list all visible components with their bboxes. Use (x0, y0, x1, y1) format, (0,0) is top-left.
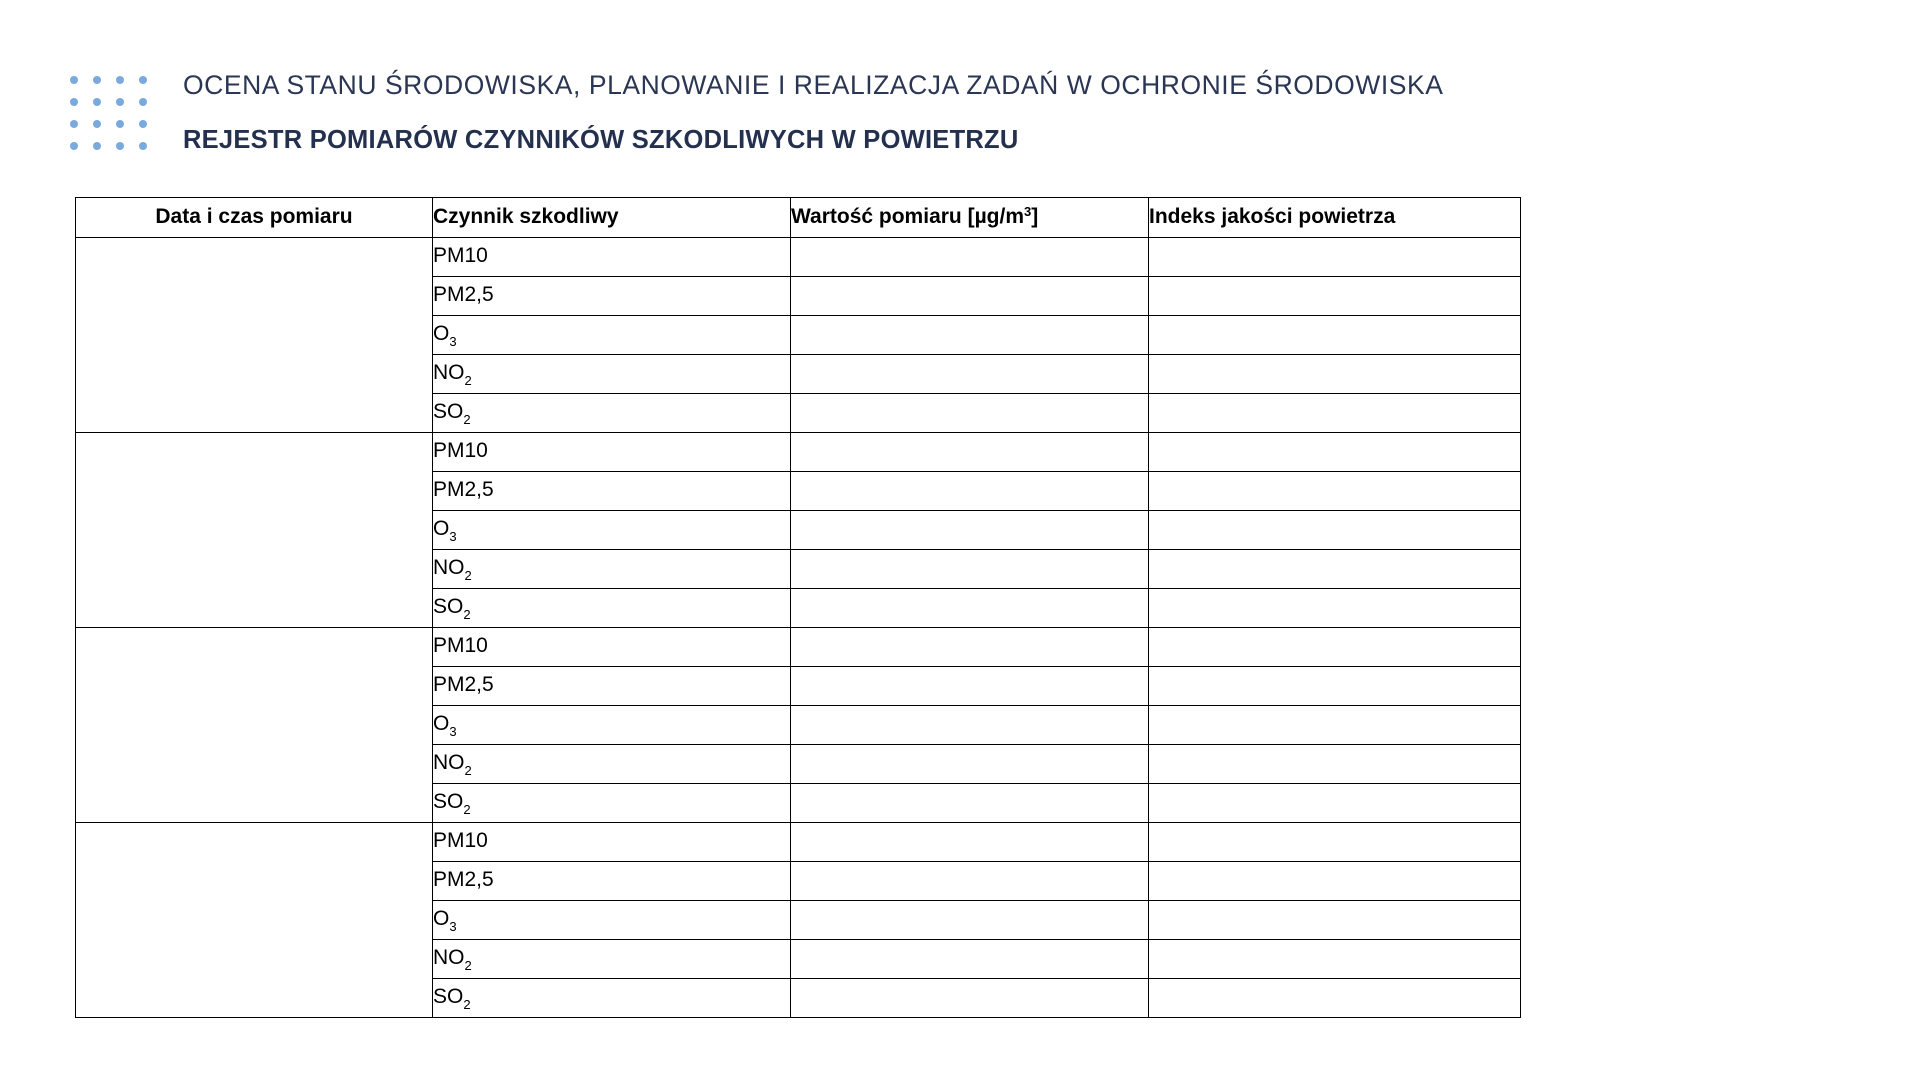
factor-name: NO (433, 751, 465, 774)
cell-measurement-value[interactable] (791, 238, 1149, 277)
cell-air-quality-index[interactable] (1149, 979, 1521, 1018)
column-header-index (1149, 198, 1521, 238)
cell-air-quality-index[interactable] (1149, 706, 1521, 745)
cell-measurement-value[interactable] (791, 706, 1149, 745)
cell-harmful-factor (433, 745, 791, 784)
factor-subscript: 2 (464, 958, 472, 973)
factor-name: PM10 (433, 439, 488, 462)
factor-name: PM2,5 (433, 673, 494, 696)
table-body (76, 238, 1521, 1018)
table-row (76, 628, 1521, 667)
factor-name: NO (433, 946, 465, 969)
cell-measurement-value[interactable] (791, 433, 1149, 472)
factor-subscript: 2 (464, 373, 472, 388)
dot-grid-icon (70, 76, 162, 164)
cell-measurement-value[interactable] (791, 550, 1149, 589)
cell-air-quality-index[interactable] (1149, 940, 1521, 979)
cell-measurement-value[interactable] (791, 823, 1149, 862)
air-pollutant-register-table (75, 197, 1521, 1018)
cell-harmful-factor (433, 940, 791, 979)
cell-measurement-datetime[interactable] (76, 823, 433, 1018)
factor-name: SO (433, 985, 464, 1008)
cell-air-quality-index[interactable] (1149, 394, 1521, 433)
factor-name: PM2,5 (433, 283, 494, 306)
cell-harmful-factor (433, 238, 791, 277)
factor-name: SO (433, 790, 464, 813)
dot (93, 142, 116, 164)
factor-subscript: 3 (449, 529, 457, 544)
column-header-factor-label: Czynnik szkodliwy (433, 205, 619, 228)
cell-harmful-factor (433, 355, 791, 394)
dot (139, 142, 162, 164)
factor-subscript: 3 (449, 919, 457, 934)
cell-air-quality-index[interactable] (1149, 667, 1521, 706)
column-header-date (76, 198, 433, 238)
factor-subscript: 2 (463, 607, 471, 622)
table-header-row (76, 198, 1521, 238)
cell-air-quality-index[interactable] (1149, 745, 1521, 784)
factor-name: O (433, 517, 450, 540)
column-header-index-label: Indeks jakości powietrza (1149, 205, 1396, 228)
table-row (76, 433, 1521, 472)
cell-measurement-value[interactable] (791, 628, 1149, 667)
table-row (76, 823, 1521, 862)
factor-name: O (433, 712, 450, 735)
dot (93, 76, 116, 98)
cell-measurement-value[interactable] (791, 277, 1149, 316)
cell-air-quality-index[interactable] (1149, 238, 1521, 277)
dot (116, 142, 139, 164)
factor-name: PM10 (433, 634, 488, 657)
factor-subscript: 2 (463, 412, 471, 427)
factor-name: PM2,5 (433, 868, 494, 891)
dot (116, 98, 139, 120)
column-header-value (791, 198, 1149, 238)
factor-subscript: 2 (463, 997, 471, 1012)
document-category-title: OCENA STANU ŚRODOWISKA, PLANOWANIE I REALIZACJA ZADAŃ W OCHRONIE ŚRODOWISKA (183, 70, 1444, 100)
dot (116, 120, 139, 142)
cell-air-quality-index[interactable] (1149, 784, 1521, 823)
column-header-value-suffix: ] (1031, 205, 1039, 228)
cell-measurement-value[interactable] (791, 667, 1149, 706)
cell-measurement-value[interactable] (791, 745, 1149, 784)
cell-harmful-factor (433, 511, 791, 550)
factor-name: PM10 (433, 829, 488, 852)
cell-harmful-factor (433, 550, 791, 589)
column-header-factor (433, 198, 791, 238)
cell-measurement-datetime[interactable] (76, 433, 433, 628)
cell-harmful-factor (433, 823, 791, 862)
factor-subscript: 2 (464, 763, 472, 778)
cell-harmful-factor (433, 472, 791, 511)
cell-measurement-value[interactable] (791, 394, 1149, 433)
cell-air-quality-index[interactable] (1149, 277, 1521, 316)
cell-harmful-factor (433, 979, 791, 1018)
cell-harmful-factor (433, 628, 791, 667)
dot (139, 98, 162, 120)
cell-measurement-value[interactable] (791, 862, 1149, 901)
dot (70, 98, 93, 120)
dot (116, 76, 139, 98)
cell-harmful-factor (433, 433, 791, 472)
cell-harmful-factor (433, 589, 791, 628)
cell-measurement-value[interactable] (791, 589, 1149, 628)
cell-measurement-value[interactable] (791, 901, 1149, 940)
factor-name: PM2,5 (433, 478, 494, 501)
factor-name: PM10 (433, 244, 488, 267)
cell-measurement-value[interactable] (791, 784, 1149, 823)
cell-air-quality-index[interactable] (1149, 316, 1521, 355)
cell-air-quality-index[interactable] (1149, 823, 1521, 862)
cell-measurement-value[interactable] (791, 316, 1149, 355)
dot (70, 120, 93, 142)
header-titles (183, 68, 1683, 156)
dot (70, 142, 93, 164)
column-header-value-label: Wartość pomiaru [µg/m (791, 205, 1025, 228)
dot (139, 120, 162, 142)
cell-air-quality-index[interactable] (1149, 862, 1521, 901)
factor-name: NO (433, 556, 465, 579)
cell-measurement-datetime[interactable] (76, 238, 433, 433)
table-row (76, 238, 1521, 277)
factor-subscript: 2 (464, 568, 472, 583)
cell-air-quality-index[interactable] (1149, 901, 1521, 940)
cell-measurement-value[interactable] (791, 940, 1149, 979)
cell-air-quality-index[interactable] (1149, 511, 1521, 550)
dot (70, 76, 93, 98)
cell-harmful-factor (433, 394, 791, 433)
cell-harmful-factor (433, 277, 791, 316)
factor-name: O (433, 322, 450, 345)
cell-measurement-value[interactable] (791, 472, 1149, 511)
cell-air-quality-index[interactable] (1149, 550, 1521, 589)
cell-harmful-factor (433, 706, 791, 745)
factor-name: SO (433, 595, 464, 618)
document-header (0, 0, 1920, 190)
factor-name: SO (433, 400, 464, 423)
cell-measurement-datetime[interactable] (76, 628, 433, 823)
cell-air-quality-index[interactable] (1149, 433, 1521, 472)
cell-harmful-factor (433, 316, 791, 355)
cell-measurement-value[interactable] (791, 511, 1149, 550)
factor-name: NO (433, 361, 465, 384)
factor-name: O (433, 907, 450, 930)
page-title: REJESTR POMIARÓW CZYNNIKÓW SZKODLIWYCH W POWIETRZU (183, 126, 1019, 154)
dot (93, 98, 116, 120)
cell-air-quality-index[interactable] (1149, 628, 1521, 667)
factor-subscript: 2 (463, 802, 471, 817)
cell-harmful-factor (433, 862, 791, 901)
factor-subscript: 3 (449, 724, 457, 739)
table-header (76, 198, 1521, 238)
dot (139, 76, 162, 98)
factor-subscript: 3 (449, 334, 457, 349)
column-header-date-label: Data i czas pomiaru (155, 205, 353, 228)
register-table-container (75, 197, 1520, 1018)
cell-harmful-factor (433, 784, 791, 823)
cell-measurement-value[interactable] (791, 355, 1149, 394)
column-header-value-superscript: 3 (1024, 204, 1032, 219)
cell-air-quality-index[interactable] (1149, 589, 1521, 628)
cell-harmful-factor (433, 667, 791, 706)
dot (93, 120, 116, 142)
cell-air-quality-index[interactable] (1149, 472, 1521, 511)
cell-air-quality-index[interactable] (1149, 355, 1521, 394)
cell-measurement-value[interactable] (791, 979, 1149, 1018)
cell-harmful-factor (433, 901, 791, 940)
